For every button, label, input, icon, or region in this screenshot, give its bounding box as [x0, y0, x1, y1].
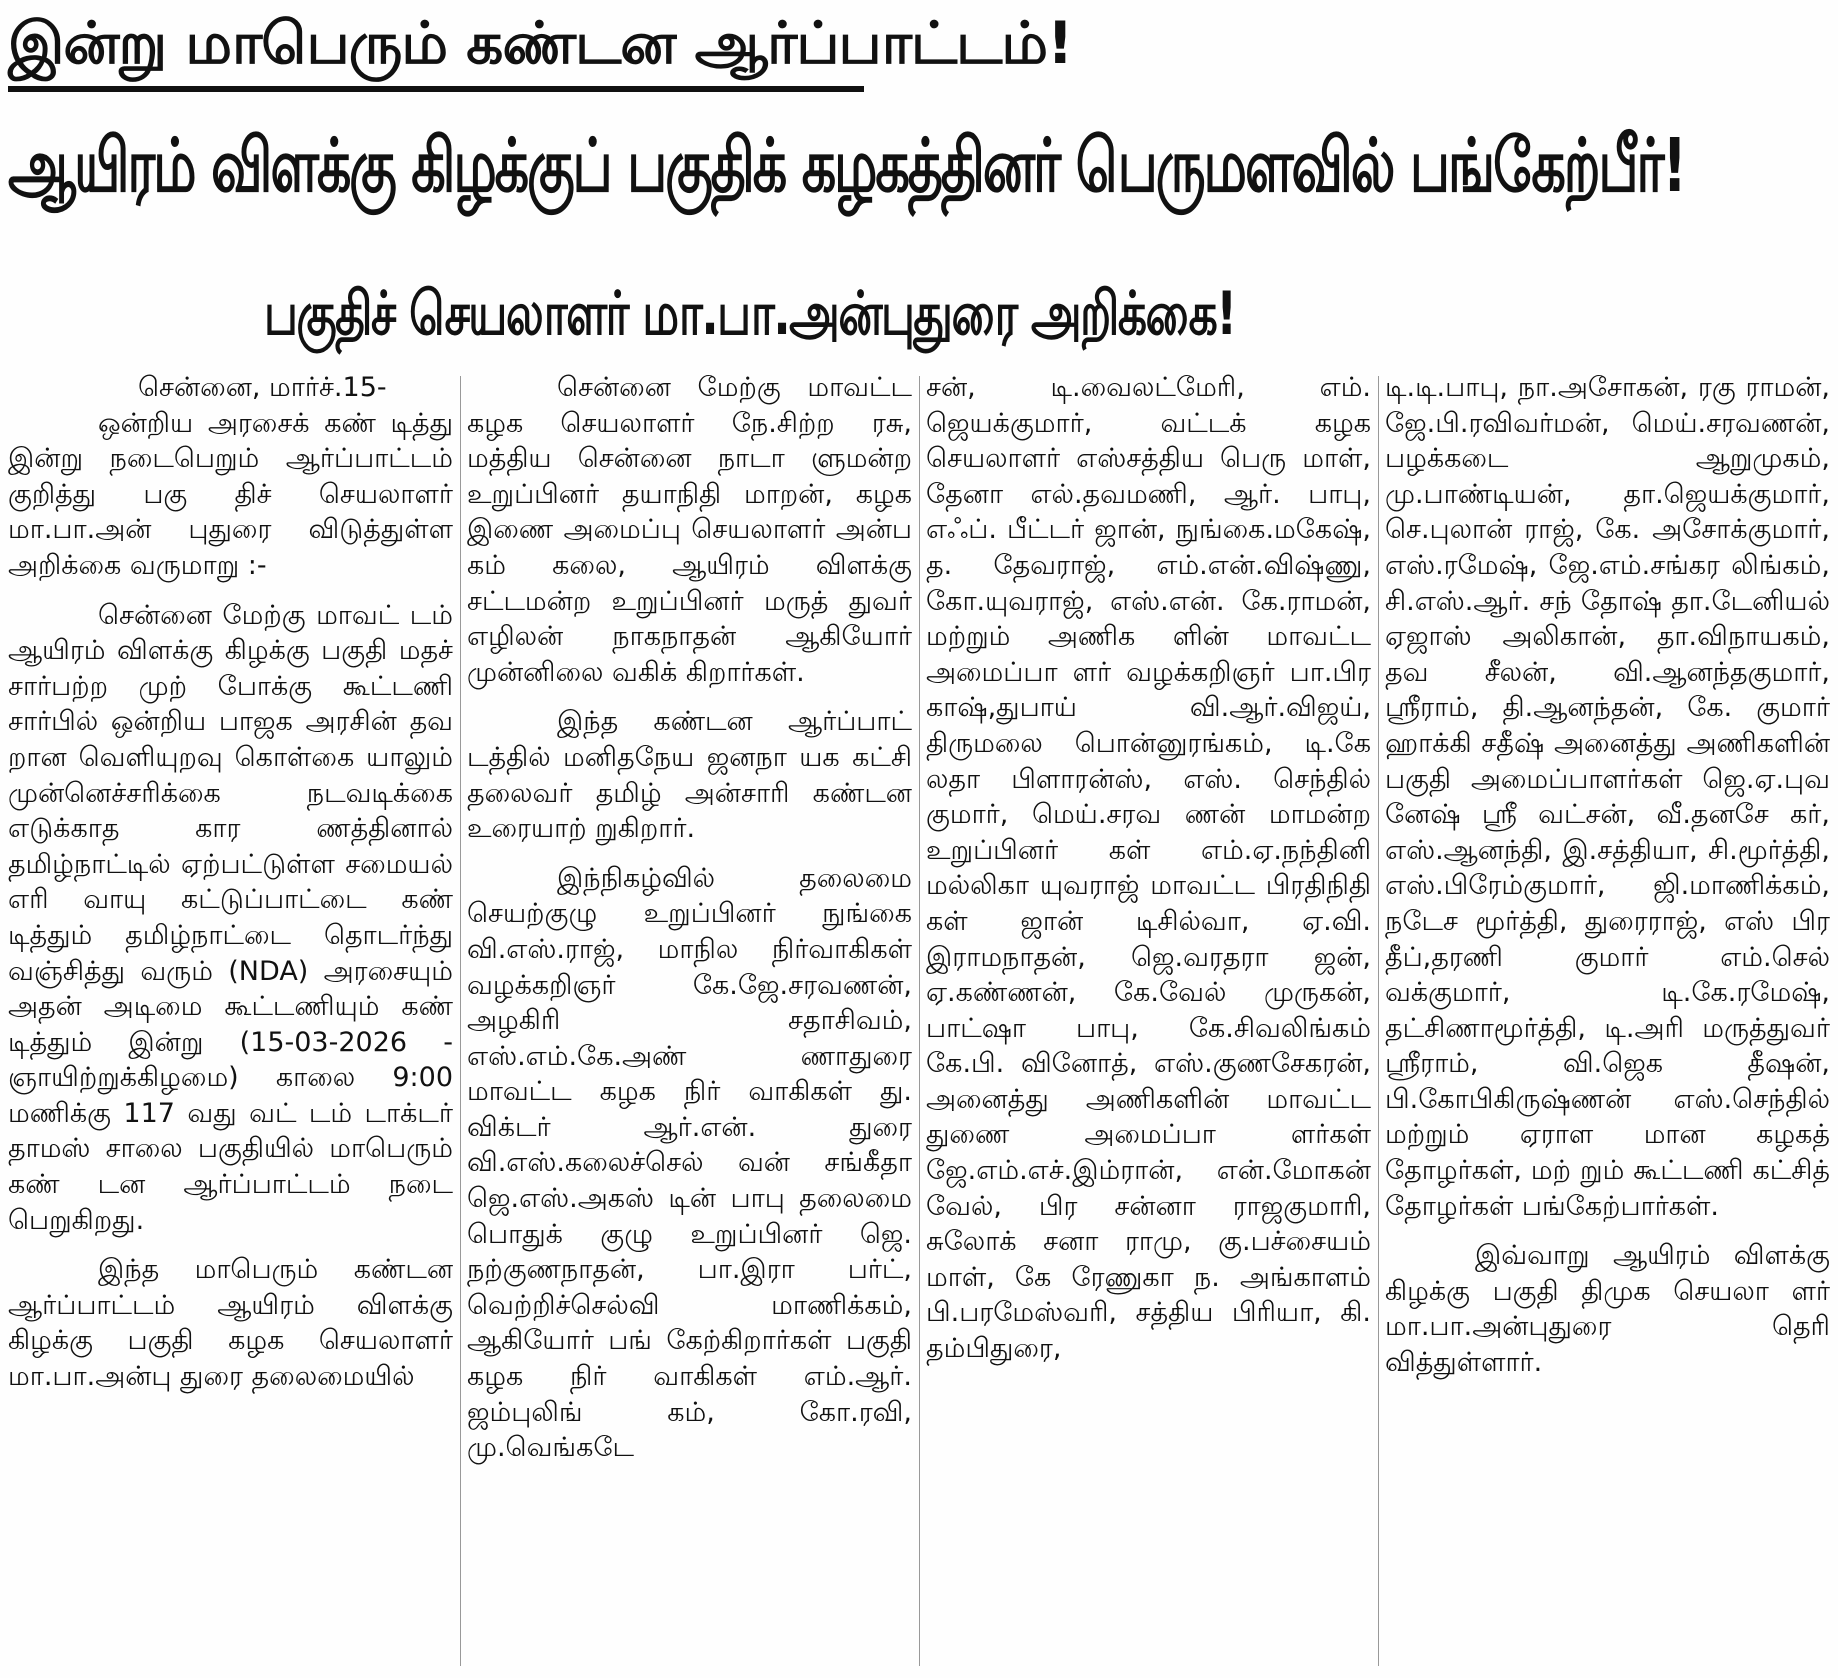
article-column-4	[1385, 370, 1830, 1670]
closing-paragraph: இவ்வாறு ஆயிரம் விளக்கு கிழக்கு பகுதி திமுக செயலா ளர் மா.பா.அன்புதுரை தெரி வித்துள்ளார்.	[1385, 1240, 1830, 1379]
article-paragraph: டி.டி.பாபு, நா.அசோகன், ரகு ராமன், ஜே.பி.ரவிவர்மன், மெய்.சரவணன், பழக்கடை ஆறுமுகம், மு.பாண்டியன், தா.ஜெயக்குமார், செ.புலான் ராஜ், கே. அசோக்குமார், எஸ்.ரமேஷ், ஜே.எம்.சங்கர லிங்கம், சி.எஸ்.ஆர். சந் தோஷ் தா.டேனியல் ஏஜாஸ் அலிகான், தா.விநாயகம், தவ சீலன், வி.ஆனந்தகுமார், ஸ்ரீராம், தி.ஆனந்தன், கே. குமார் ஹாக்கி சதீஷ் அனைத்து அணிகளின் பகுதி அமைப்பாளர்கள் ஜெ.ஏ.புவ னேஷ் ஸ்ரீ வட்சன், வீ.தனசே கர், எஸ்.ஆனந்தி, இ.சத்தியா, சி.மூர்த்தி, எஸ்.பிரேம்குமார், ஜி.மாணிக்கம், நடேச மூர்த்தி, துரைராஜ், எஸ் பிர தீப்,தரணி குமார் எம்.செல் வக்குமார், டி.கே.ரமேஷ், தட்சிணாமூர்த்தி, டி.அரி மருத்துவர் ஸ்ரீராம், வி.ஜெக தீஷன், பி.கோபிகிருஷ்ணன் எஸ்.செந்தில் மற்றும் ஏராள மான கழகத் தோழர்கள், மற் றும் கூட்டணி கட்சித் தோழர்கள் பங்கேற்பார்கள்.	[1385, 372, 1830, 1222]
article-column-1	[8, 370, 453, 1670]
article-paragraph: இந்த மாபெரும் கண்டன ஆர்ப்பாட்டம் ஆயிரம் விளக்கு கிழக்கு பகுதி கழக செயலாளர் மா.பா.அன்பு துரை தலைமையில்	[8, 1254, 453, 1393]
article-paragraph: இந்நிகழ்வில் தலைமை செயற்குழு உறுப்பினர் நுங்கை வி.எஸ்.ராஜ், மாநில நிர்வாகிகள் வழக்கறிஞர் கே.ஜே.சரவணன், அழகிரி சதாசிவம், எஸ்.எம்.கே.அண் ணாதுரை மாவட்ட கழக நிர் வாகிகள் து. விக்டர் ஆர்.என். துரை வி.எஸ்.கலைச்செல் வன் சங்கீதா ஜெ.எஸ்.அகஸ் டின் பாபு தலைமை பொதுக் குழு உறுப்பினர் ஜெ. நற்குணநாதன், பா.இரா பர்ட், வெற்றிச்செல்வி மாணிக்கம், ஆகியோர் பங் கேற்கிறார்கள் பகுதி கழக நிர் வாகிகள் எம்.ஆர். ஜம்புலிங் கம், கோ.ரவி, மு.வெங்கடே	[467, 862, 912, 1464]
article-body	[8, 370, 1832, 1670]
article-paragraph: ஒன்றிய அரசைக் கண் டித்து இன்று நடைபெறும் ஆர்ப்பாட்டம் குறித்து பகு திச் செயலாளர் மா.பா.அன் புதுரை விடுத்துள்ள அறிக்கை வருமாறு :-	[8, 407, 453, 581]
subheadline: பகுதிச் செயலாளர் மா.பா.அன்புதுரை அறிக்கை!	[264, 279, 1236, 349]
column-divider	[460, 376, 461, 1666]
article-column-3	[926, 370, 1371, 1670]
kicker-headline: இன்று மாபெரும் கண்டன ஆர்ப்பாட்டம்!	[8, 9, 1073, 77]
main-headline: ஆயிரம் விளக்கு கிழக்குப் பகுதிக் கழகத்தினர் பெருமளவில் பங்கேற்பீர்!	[8, 123, 1685, 209]
kicker-underline	[8, 86, 864, 92]
column-divider	[919, 376, 920, 1666]
dateline: சென்னை, மார்ச்.15-	[138, 372, 387, 403]
article-column-2	[467, 370, 912, 1670]
column-divider	[1378, 376, 1379, 1666]
article-paragraph: சென்னை மேற்கு மாவட் டம் ஆயிரம் விளக்கு கிழக்கு பகுதி மதச் சார்பற்ற முற் போக்கு கூட்டணி சார்பில் ஒன்றிய பாஜக அரசின் தவ றான வெளியுறவு கொள்கை யாலும் முன்னெச்சரிக்கை நடவடிக்கை எடுக்காத கார ணத்தினால் தமிழ்நாட்டில் ஏற்பட்டுள்ள சமையல் எரி வாயு கட்டுப்பாட்டை கண் டித்தும் தமிழ்நாட்டை தொடர்ந்து வஞ்சித்து வரும் (NDA) அரசையும் அதன் அடிமை கூட்டணியும் கண் டித்தும் இன்று (15-03-2026 - ஞாயிற்றுக்கிழமை) காலை 9:00 மணிக்கு 117 வது வட் டம் டாக்டர் தாமஸ் சாலை பகுதியில் மாபெரும் கண் டன ஆர்ப்பாட்டம் நடை பெறுகிறது.	[8, 599, 453, 1236]
article-paragraph: இந்த கண்டன ஆர்ப்பாட் டத்தில் மனிதநேய ஜனநா யக கட்சி தலைவர் தமிழ் அன்சாரி கண்டன உரையாற் றுகிறார்.	[467, 706, 912, 845]
article-paragraph: சன், டி.வைலட்மேரி, எம். ஜெயக்குமார், வட்டக் கழக செயலாளர் எஸ்சத்திய பெரு மாள், தேனா எல்.தவமணி, ஆர். பாபு, எஃப். பீட்டர் ஜான், நுங்கை.மகேஷ், த. தேவராஜ், எம்.என்.விஷ்ணு, கோ.யுவராஜ், எஸ்.என். கே.ராமன், மற்றும் அணிக ளின் மாவட்ட அமைப்பா ளர் வழக்கறிஞர் பா.பிர காஷ்,துபாய் வி.ஆர்.விஜய், திருமலை பொன்னுரங்கம், டி.கே லதா பிளாரன்ஸ், எஸ். செந்தில் குமார், மெய்.சரவ ணன் மாமன்ற உறுப்பினர் கள் எம்.ஏ.நந்தினி மல்லிகா யுவராஜ் மாவட்ட பிரதிநிதி கள் ஜான் டிசில்வா, ஏ.வி. இராமநாதன், ஜெ.வரதரா ஜன், ஏ.கண்ணன், கே.வேல் முருகன், பாட்ஷா பாபு, கே.சிவலிங்கம் கே.பி. வினோத், எஸ்.குணசேகரன், அனைத்து அணிகளின் மாவட்ட துணை அமைப்பா ளர்கள் ஜே.எம்.எச்.இம்ரான், என்.மோகன் வேல், பிர சன்னா ராஜகுமாரி, சுலோக் சனா ராமு, கு.பச்சையம் மாள், கே ரேணுகா ந. அங்காளம் பி.பரமேஸ்வரி, சத்திய பிரியா, கி. தம்பிதுரை,	[926, 372, 1371, 1365]
article-paragraph: சென்னை மேற்கு மாவட்ட கழக செயலாளர் நே.சிற்ற ரசு, மத்திய சென்னை நாடா ளுமன்ற உறுப்பினர் தயாநிதி மாறன், கழக இணை அமைப்பு செயலாளர் அன்ப கம் கலை, ஆயிரம் விளக்கு சட்டமன்ற உறுப்பினர் மருத் துவர் எழிலன் நாகநாதன் ஆகியோர் முன்னிலை வகிக் கிறார்கள்.	[467, 372, 912, 688]
